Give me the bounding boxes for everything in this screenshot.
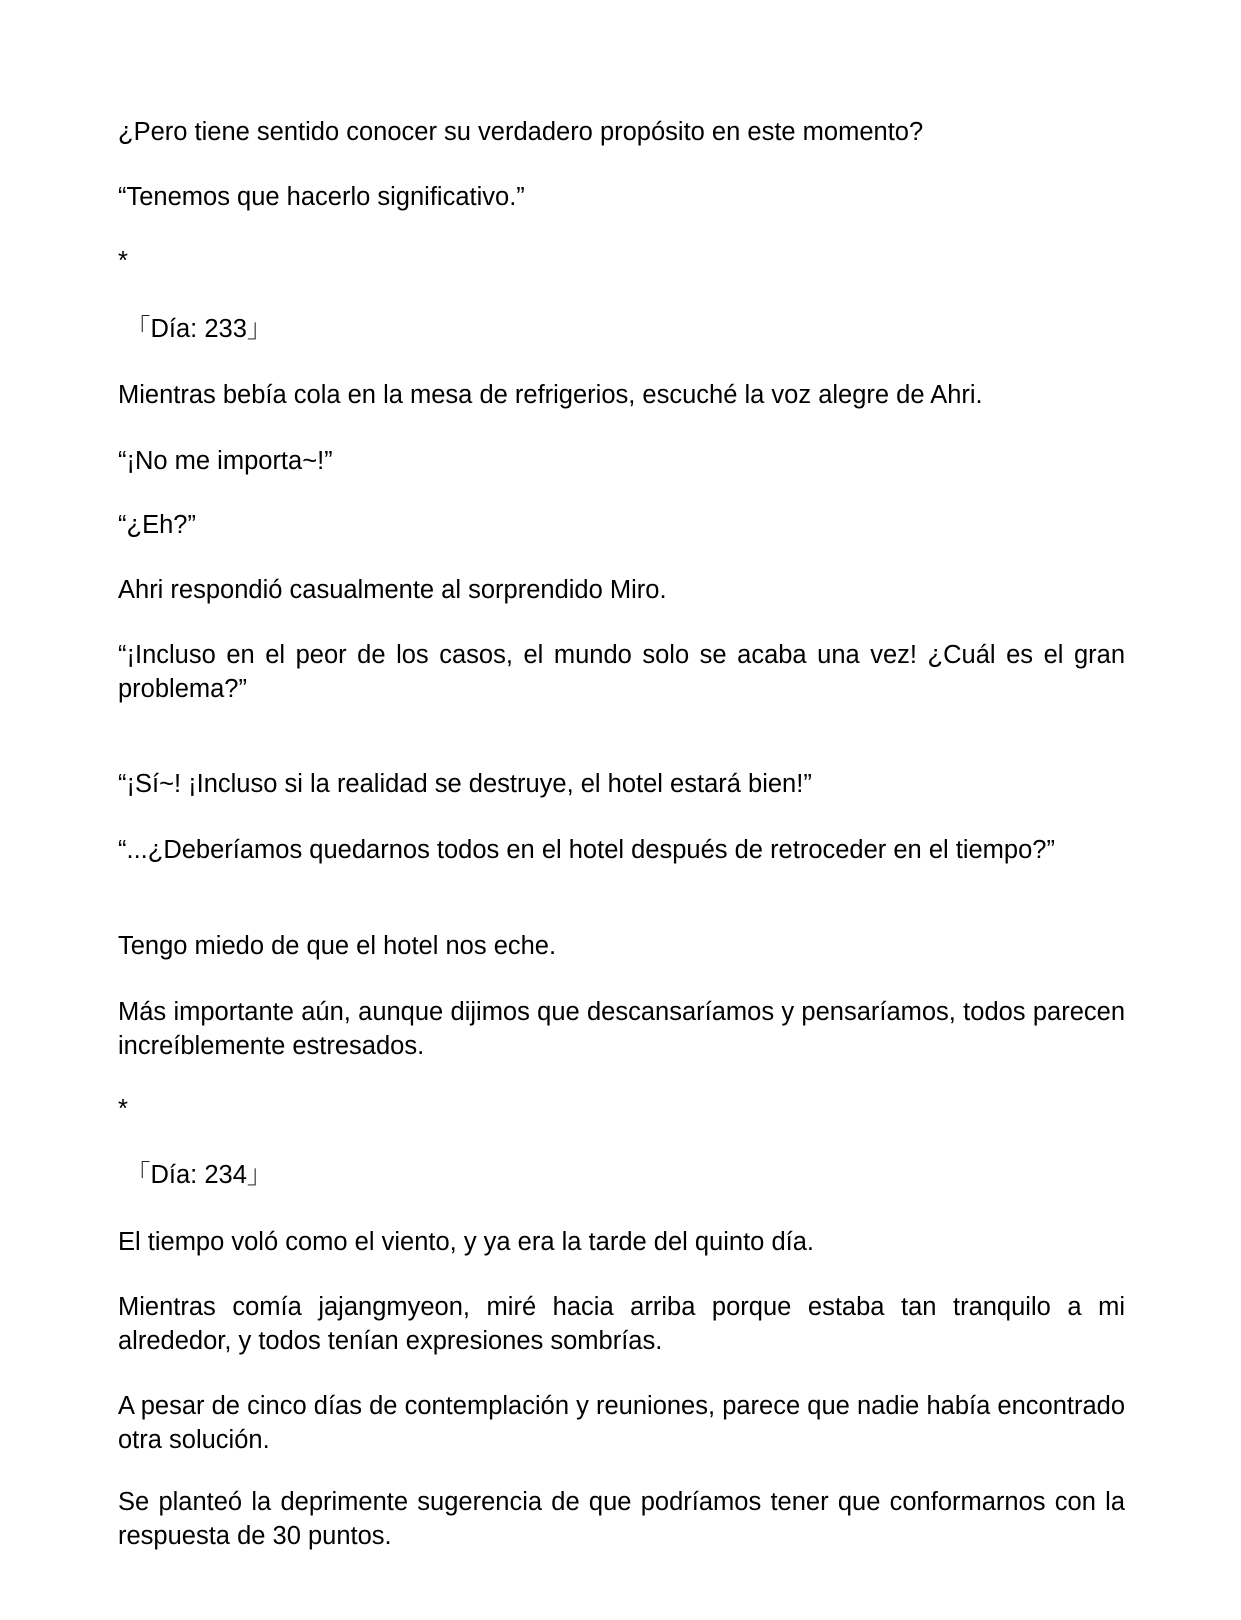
dialogue-eh: “¿Eh?” xyxy=(118,511,196,539)
paragraph-hotel-kick-out: Tengo miedo de que el hotel nos eche. xyxy=(118,932,557,960)
paragraph-stressed: Más importante aún, aunque dijimos que descansaríamos y pensaríamos, todos parecen increíblemente estresados. xyxy=(118,998,1125,1060)
day-marker-234: 「Día: 234」 xyxy=(125,1161,273,1189)
paragraph-ahri-answered: Ahri respondió casualmente al sorprendido Miro. xyxy=(118,576,667,604)
scene-break: * xyxy=(118,247,128,275)
paragraph-no-solution: A pesar de cinco días de contemplación y reuniones, parece que nadie había encontrado otra solución. xyxy=(118,1392,1125,1454)
paragraph-jajangmyeon: Mientras comía jajangmyeon, miré hacia arriba porque estaba tan tranquilo a mi alrededor, y todos tenían expresiones sombrías. xyxy=(118,1293,1125,1355)
dialogue-stay-in-hotel: “...¿Deberíamos quedarnos todos en el hotel después de retroceder en el tiempo?” xyxy=(118,836,1055,864)
paragraph-30-points: Se planteó la deprimente sugerencia de que podríamos tener que conformarnos con la respuesta de 30 puntos. xyxy=(118,1488,1125,1550)
paragraph-purpose-question: ¿Pero tiene sentido conocer su verdadero propósito en este momento? xyxy=(118,118,924,146)
paragraph-drinking-cola: Mientras bebía cola en la mesa de refrigerios, escuché la voz alegre de Ahri. xyxy=(118,381,983,409)
scene-break-2: * xyxy=(118,1095,128,1123)
dialogue-meaningful: “Tenemos que hacerlo significativo.” xyxy=(118,183,525,211)
dialogue-world-ends-once: “¡Incluso en el peor de los casos, el mundo solo se acaba una vez! ¿Cuál es el gran problema?” xyxy=(118,641,1125,703)
paragraph-time-flew: El tiempo voló como el viento, y ya era la tarde del quinto día. xyxy=(118,1228,814,1256)
day-marker-233: 「Día: 233」 xyxy=(125,315,273,343)
dialogue-dont-care: “¡No me importa~!” xyxy=(118,447,333,475)
dialogue-hotel-fine: “¡Sí~! ¡Incluso si la realidad se destruye, el hotel estará bien!” xyxy=(118,770,812,798)
